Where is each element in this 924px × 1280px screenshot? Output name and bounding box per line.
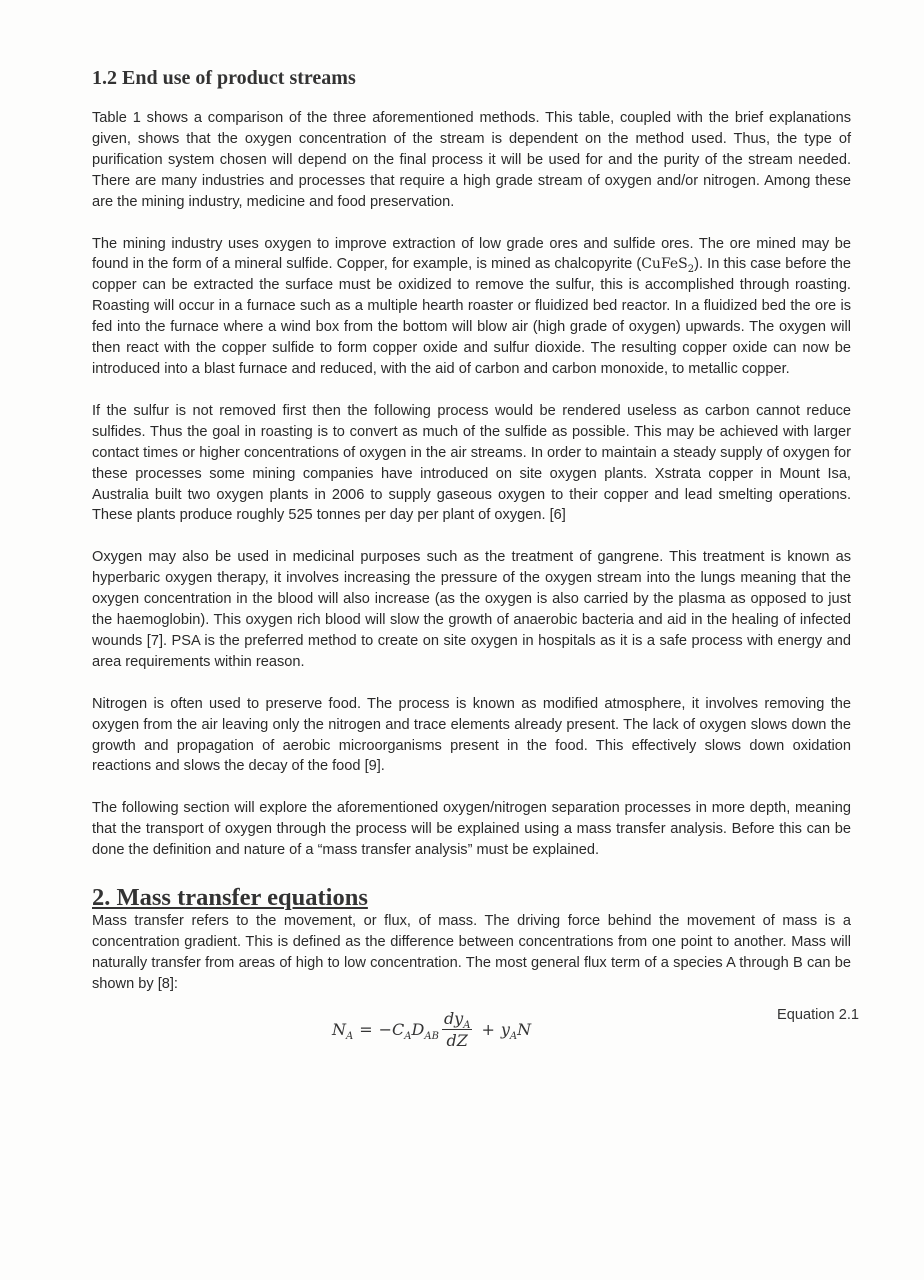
- equation-row: [92, 1005, 859, 1065]
- paragraph-sulfur-roasting: If the sulfur is not removed first then the following process would be rendered useless as carbon cannot reduce sulfides. Thus the goal in roasting is to convert as much of the sulfide as possible. This may be achieved with larger contact times or higher concentrations of oxygen in the air streams. In order to maintain a steady supply of oxygen for these processes some mining companies have introduced on site oxygen plants. Xstrata copper in Mount Isa, Australia built two oxygen plants in 2006 to supply gaseous oxygen to their copper and lead smelting operations. These plants produce roughly 525 tonnes per day per plant of oxygen. [6]: [92, 402, 851, 524]
- eq-num-subscript: A: [463, 1019, 471, 1031]
- eq-y-symbol: y: [500, 1019, 510, 1039]
- page-content: [92, 64, 859, 1065]
- paragraph-table-comparison: Table 1 shows a comparison of the three aforementioned methods. This table, coupled with the brief explanations given, shows that the oxygen concentration of the stream is dependent on the method used. Thus, the type of purification system chosen will depend on the final process it will be used for and the purity of the stream needed. There are many industries and processes that require a high grade stream of oxygen and/or nitrogen. Among these are the mining industry, medicine and food preservation.: [92, 110, 851, 210]
- chemical-formula: [641, 256, 695, 276]
- eq-d-subscript: AB: [424, 1030, 439, 1042]
- eq-concentration: [392, 1019, 412, 1042]
- eq-numerator: [442, 1009, 473, 1030]
- eq-lhs-symbol: N: [332, 1019, 346, 1039]
- eq-c-symbol: C: [392, 1019, 405, 1039]
- paragraph-mass-transfer-definition: Mass transfer refers to the movement, or flux, of mass. The driving force behind the movement of mass is a concentration gradient. This is defined as the difference between concentrations from one point to another. Mass will naturally transfer from areas of high to low concentration. The most general flux term of a species A through B can be shown by [8]:: [92, 913, 851, 992]
- formula-main: CuFeS: [641, 256, 688, 273]
- eq-d-symbol: D: [411, 1019, 425, 1039]
- paragraph-text: The mining industry uses oxygen to improve extraction of low grade ores and sulfide ores. The ore mined may be found in the form of a mineral sulfide. Copper, for example, is mined as chalcopyrite (: [92, 235, 851, 273]
- eq-lhs: [332, 1019, 354, 1042]
- flux-equation: [332, 1009, 531, 1050]
- eq-mole-fraction: [500, 1019, 518, 1042]
- eq-c-subscript: A: [404, 1030, 412, 1042]
- formula-subscript: 2: [687, 264, 695, 276]
- eq-equals: =: [359, 1019, 373, 1039]
- eq-minus: −: [378, 1019, 393, 1039]
- eq-lhs-subscript: A: [346, 1030, 354, 1042]
- paragraph-following-section: The following section will explore the aforementioned oxygen/nitrogen separation processes in more depth, meaning that the transport of oxygen through the process will be explained using a mass transfer analysis. Before this can be done the definition and nature of a “mass transfer analysis” must be explained.: [92, 800, 851, 859]
- section-heading-mass-transfer: 2. Mass transfer equations: [92, 884, 368, 912]
- eq-denominator: dZ: [446, 1030, 468, 1050]
- paragraph-nitrogen-food: Nitrogen is often used to preserve food. The process is known as modified atmosphere, it involves removing the oxygen from the air leaving only the nitrogen and trace elements already present. The lack of oxygen slows down the growth and propagation of aerobic microorganisms present in the food. This effectively slows down oxidation reactions and slows the decay of the food [9].: [92, 695, 851, 775]
- eq-fraction: [442, 1009, 473, 1050]
- paragraph-medicinal-oxygen: Oxygen may also be used in medicinal purposes such as the treatment of gangrene. This treatment is known as hyperbaric oxygen therapy, it involves increasing the pressure of the oxygen stream into the lungs meaning that the oxygen concentration in the blood will also increase (as the oxygen is also carried by the plasma as opposed to just the haemoglobin). This oxygen rich blood will slow the growth of anaerobic bacteria and aid in the healing of infected wounds [7]. PSA is the preferred method to create on site oxygen in hospitals as it is a safe process with energy and area requirements within reason.: [92, 549, 851, 670]
- section-heading-1-2: 1.2 End use of product streams: [92, 67, 356, 89]
- equation-label: Equation 2.1: [777, 1006, 859, 1023]
- eq-total-flux: N: [517, 1019, 532, 1039]
- eq-num-symbol: dy: [443, 1008, 464, 1028]
- eq-plus: +: [481, 1019, 495, 1039]
- eq-y-subscript: A: [509, 1030, 518, 1042]
- paragraph-mining-industry: [92, 234, 851, 380]
- paragraph-text: ). In this case before the copper can be extracted the surface must be oxidized to remove the sulfur, this is accomplished through roasting. Roasting will occur in a furnace such as a multiple hearth roaster or fluidized bed reactor. In a fluidized bed the ore is fed into the furnace where a wind box from the bottom will blow air (high grade of oxygen) upwards. The oxygen will then react with the copper sulfide to form copper oxide and sulfur dioxide. The resulting copper oxide can now be introduced into a blast furnace and reduced, with the aid of carbon and carbon monoxide, to metallic copper.: [92, 256, 852, 377]
- eq-diffusivity: [411, 1019, 439, 1042]
